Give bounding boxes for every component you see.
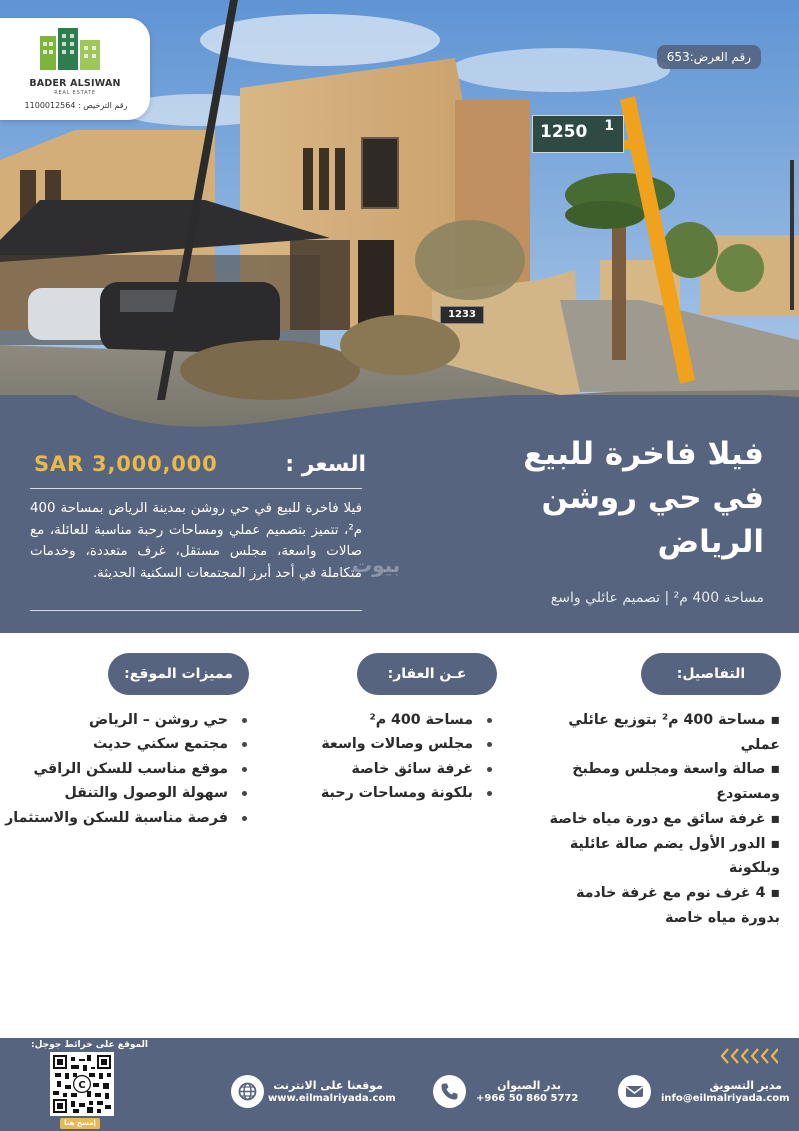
street-sign-number: 1250: [540, 122, 588, 142]
house-number-plate: 1233: [440, 306, 484, 324]
list-item: ▪ صالة واسعة ومجلس ومطبخ ومستودع: [572, 761, 780, 803]
list-item: غرفة سائق خاصة: [290, 757, 495, 781]
contact-website[interactable]: [231, 1075, 396, 1109]
list-item: ▪ مساحة 400 م² بتوزيع عائلي عملي: [568, 712, 780, 753]
contact-email[interactable]: info@eilmalriyada.com: [661, 1093, 790, 1104]
chevrons-icon: [720, 1047, 778, 1065]
details-list: [548, 708, 780, 930]
price-label: السعر :: [285, 452, 366, 477]
svg-text:C: C: [78, 1080, 86, 1091]
listing-title: فيلا فاخرة للبيع في حي روشن الرياض: [523, 436, 764, 561]
list-item: بلكونة ومساحات رحبة: [290, 781, 495, 805]
section-heading-property: عـن العقار:: [357, 653, 497, 695]
list-item: ▪ الدور الأول يضم صالة عائلية وبلكونة: [569, 835, 780, 877]
contact-website-title: موقعنا على الانترنت: [273, 1079, 383, 1092]
brand-subtitle: REAL ESTATE: [54, 90, 96, 96]
offer-number-badge: رقم العرض:653: [657, 45, 761, 69]
qr-code-icon[interactable]: [50, 1052, 114, 1116]
contact-marketing[interactable]: [618, 1075, 790, 1109]
brand-logo-card: [0, 18, 150, 120]
brand-name: BADER ALSIWAN: [29, 78, 121, 89]
list-item: مجتمع سكني حديث: [0, 732, 250, 756]
contact-website-url[interactable]: www.eilmalriyada.com: [268, 1093, 396, 1104]
street-sign: [532, 115, 624, 153]
contact-phone-number[interactable]: +966 50 860 5772: [476, 1093, 579, 1104]
list-item: موقع مناسب للسكن الراقي: [0, 757, 250, 781]
list-item: فرصة مناسبة للسكن والاستثمار: [0, 806, 250, 830]
watermark: بيوت: [352, 553, 401, 577]
property-list: [290, 708, 495, 806]
section-heading-location: مميزات الموقع:: [108, 653, 249, 695]
mail-icon: [618, 1075, 651, 1108]
license-number: رقم الترخيص : 1100012564: [24, 101, 128, 110]
scan-here-button[interactable]: إمسح هنا: [60, 1118, 100, 1129]
list-item: ▪ غرفة سائق مع دورة مياه خاصة: [549, 810, 780, 827]
contact-phone[interactable]: [433, 1075, 579, 1109]
qr-code-graphic: [53, 1055, 111, 1113]
list-item: ▪ 4 غرف نوم مع غرفة خادمة بدورة مياه خاصة: [576, 884, 780, 926]
listing-description: فيلا فاخرة للبيع في حي روشن بمدينة الرياض بمساحة 400 م²، تتميز بتصميم عملي ومساحات رحبة مناسبة للعائلة، مع صالات واسعة، مجلس مستقل، غرف متعددة، وخدمات متكاملة في أحد أبرز المجتمعات السكنية الحديثة.: [30, 501, 362, 582]
listing-subtitle: مساحة 400 م² | تصميم عائلي واسع: [550, 590, 764, 606]
contact-phone-name: بدر الصيوان: [497, 1079, 561, 1092]
list-item: سهولة الوصول والتنقل: [0, 781, 250, 805]
location-list: [0, 708, 250, 830]
building-logo-icon: [38, 26, 104, 72]
list-item: مجلس وصالات واسعة: [290, 732, 495, 756]
section-heading-details: التفاصيل:: [641, 653, 781, 695]
map-label: الموقع على خرائط جوجل:: [31, 1040, 148, 1050]
list-item: حي روشن – الرياض: [0, 708, 250, 732]
contact-marketing-title: مدير التسويق: [709, 1079, 782, 1092]
divider: [30, 488, 362, 489]
phone-icon: [433, 1075, 466, 1108]
divider: [30, 610, 362, 611]
price-value: SAR 3,000,000: [34, 452, 218, 476]
street-sign-sub: 1: [604, 118, 614, 134]
globe-icon: [231, 1075, 264, 1108]
list-item: مساحة 400 م²: [290, 708, 495, 732]
